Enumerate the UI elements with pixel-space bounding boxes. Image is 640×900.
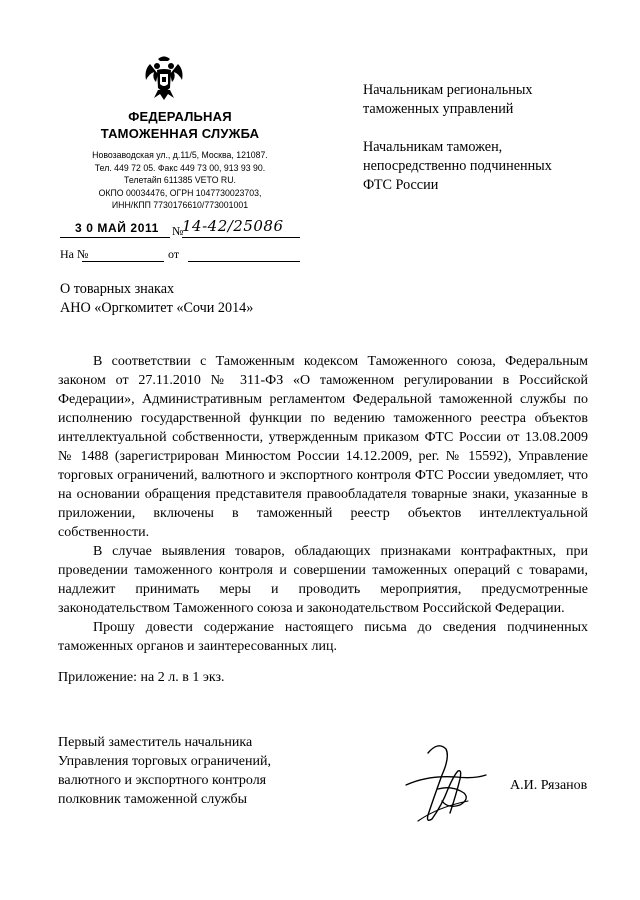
body-paragraph-2: В случае выявления товаров, обладающих признаками контрафактных, при проведении таможенного контроля и совершении таможенных операций с товарами, надлежит принимать меры и проводить мероприятия, предусмотренные законодательством Таможенного союза и законодательством Российской Федерации. xyxy=(58,544,588,616)
registration-line xyxy=(60,217,300,240)
addressee-customs xyxy=(363,138,613,195)
org-teletype: Телетайп 611385 VETO RU. xyxy=(124,175,236,186)
organization-contacts xyxy=(51,150,309,213)
signatory-title-line: Первый заместитель начальника xyxy=(58,735,253,750)
signatory-title xyxy=(58,733,338,809)
signatory-name: А.И. Рязанов xyxy=(510,778,588,793)
addressee-line: Начальникам таможен, xyxy=(363,139,503,155)
org-okpo-ogrn: ОКПО 00034476, ОГРН 1047730023703, xyxy=(98,187,262,199)
date-stamp: 3 0 МАЙ 2011 xyxy=(75,221,159,235)
org-phones: Тел. 449 72 05. Факс 449 73 00, 913 93 90. xyxy=(94,162,266,174)
addressee-regional xyxy=(363,81,613,119)
signatory-title-line: валютного и экспортного контроля xyxy=(58,773,267,788)
addressee-line: ФТС России xyxy=(363,177,439,193)
organization-name xyxy=(60,108,300,142)
signatory-title-line: полковник таможенной службы xyxy=(58,792,248,807)
ref-number-label: На № xyxy=(60,247,89,261)
addressee-line: Начальникам региональных xyxy=(363,82,533,98)
attachment-note: Приложение: на 2 л. в 1 экз. xyxy=(58,670,225,685)
ref-from-label: от xyxy=(168,247,180,261)
org-inn-kpp: ИНН/КПП 7730176610/773001001 xyxy=(111,200,249,211)
org-name-line-1: ФЕДЕРАЛЬНАЯ xyxy=(128,109,232,124)
letter-body xyxy=(58,352,588,656)
subject-line: АНО «Оргкомитет «Сочи 2014» xyxy=(60,300,254,316)
subject-line: О товарных знаках xyxy=(60,281,175,297)
ref-date-underline xyxy=(188,261,300,262)
ref-number-underline xyxy=(82,261,164,262)
handwritten-signature xyxy=(398,735,494,831)
body-paragraph-1: В соответствии с Таможенным кодексом Таможенного союза, Федеральным законом от 27.11.2010 № 311-ФЗ «О таможенном регулировании в Российской Федерации», Административным регламентом Федеральной таможенной службы по исполнению государственной функции по ведению таможенного реестра объектов интеллектуальной собственности, утвержденным приказом ФТС России от 13.08.2009 № 1488 (зарегистрирован Минюстом России 14.12.2009, рег. № 15592), Управление торговых ограничений, валютного и экспортного контроля ФТС России уведомляет, что на основании обращения представителя правообладателя товарные знаки, указанные в приложении, включены в таможенный реестр объектов интеллектуальной собственности. xyxy=(58,354,588,540)
addressee-line: таможенных управлений xyxy=(363,101,514,117)
letter-subject xyxy=(60,280,320,318)
signatory-title-line: Управления торговых ограничений, xyxy=(58,754,271,769)
reference-line xyxy=(60,247,300,267)
body-paragraph-3: Прошу довести содержание настоящего письма до сведения подчиненных таможенных органов и заинтересованных лиц. xyxy=(58,620,588,654)
org-name-line-2: ТАМОЖЕННАЯ СЛУЖБА xyxy=(100,126,260,141)
handwritten-number: 14-42/25086 xyxy=(182,217,284,235)
number-label: № xyxy=(172,224,184,238)
addressee-line: непосредственно подчиненных xyxy=(363,158,552,174)
double-headed-eagle-emblem-icon xyxy=(140,50,188,104)
date-underline xyxy=(60,237,170,238)
number-underline xyxy=(182,237,300,238)
org-address: Новозаводская ул., д.11/5, Москва, 121087. xyxy=(92,150,268,161)
